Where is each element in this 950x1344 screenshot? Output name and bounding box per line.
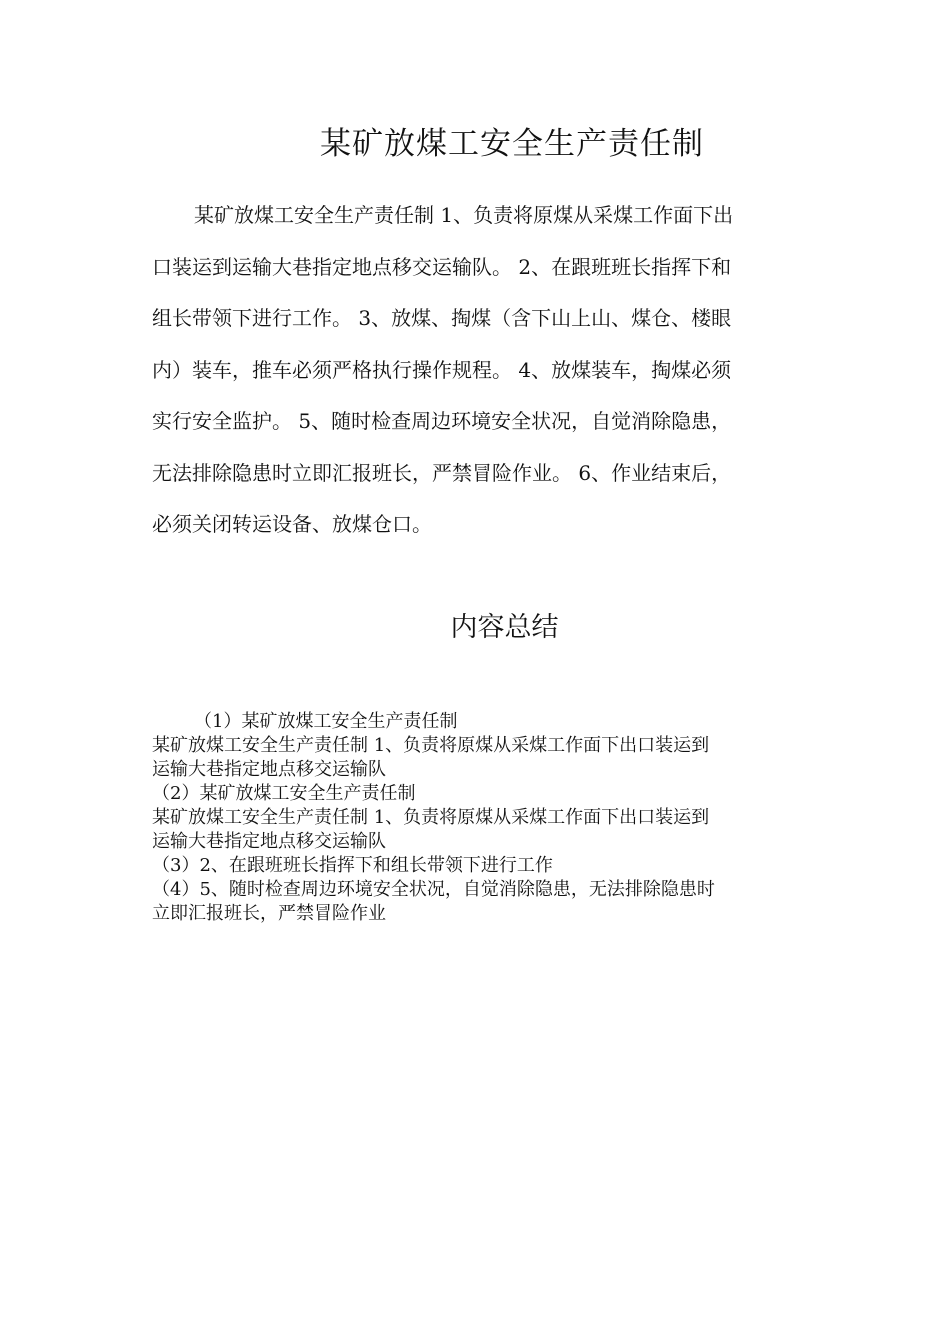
summary-line: 某矿放煤工安全生产责任制 1、负责将原煤从采煤工作面下出口装运到 [152,735,710,756]
summary-line: （1）某矿放煤工安全生产责任制 [194,711,458,732]
summary-line: 运输大巷指定地点移交运输队 [152,831,386,852]
summary-line: 立即汇报班长，严禁冒险作业 [152,903,386,924]
body-paragraph [152,190,802,551]
body-line: 必须关闭转运设备、放煤仓口。 [152,512,432,536]
summary-line: 运输大巷指定地点移交运输队 [152,759,386,780]
body-line: 组长带领下进行工作。 3、放煤、掏煤（含下山上山、煤仓、楼眼 [152,306,732,330]
summary-line: （2）某矿放煤工安全生产责任制 [152,783,416,804]
body-line: 某矿放煤工安全生产责任制 1、负责将原煤从采煤工作面下出 [194,203,734,227]
summary-list [152,710,812,926]
summary-heading: 内容总结 [450,612,559,643]
body-line: 口装运到运输大巷指定地点移交运输队。 2、在跟班班长指挥下和 [152,254,732,279]
body-line: 内）装车，推车必须严格执行操作规程。 4、放煤装车，掏煤必须 [152,357,732,382]
summary-line: （3）2、在跟班班长指挥下和组长带领下进行工作 [152,855,553,876]
document-title: 某矿放煤工安全生产责任制 [320,126,704,162]
summary-line: 某矿放煤工安全生产责任制 1、负责将原煤从采煤工作面下出口装运到 [152,807,710,828]
summary-line: （4）5、随时检查周边环境安全状况，自觉消除隐患，无法排除隐患时 [152,879,715,900]
body-line: 无法排除隐患时立即汇报班长，严禁冒险作业。 6、作业结束后， [152,460,732,485]
body-line: 实行安全监护。 5、随时检查周边环境安全状况，自觉消除隐患， [152,409,732,433]
